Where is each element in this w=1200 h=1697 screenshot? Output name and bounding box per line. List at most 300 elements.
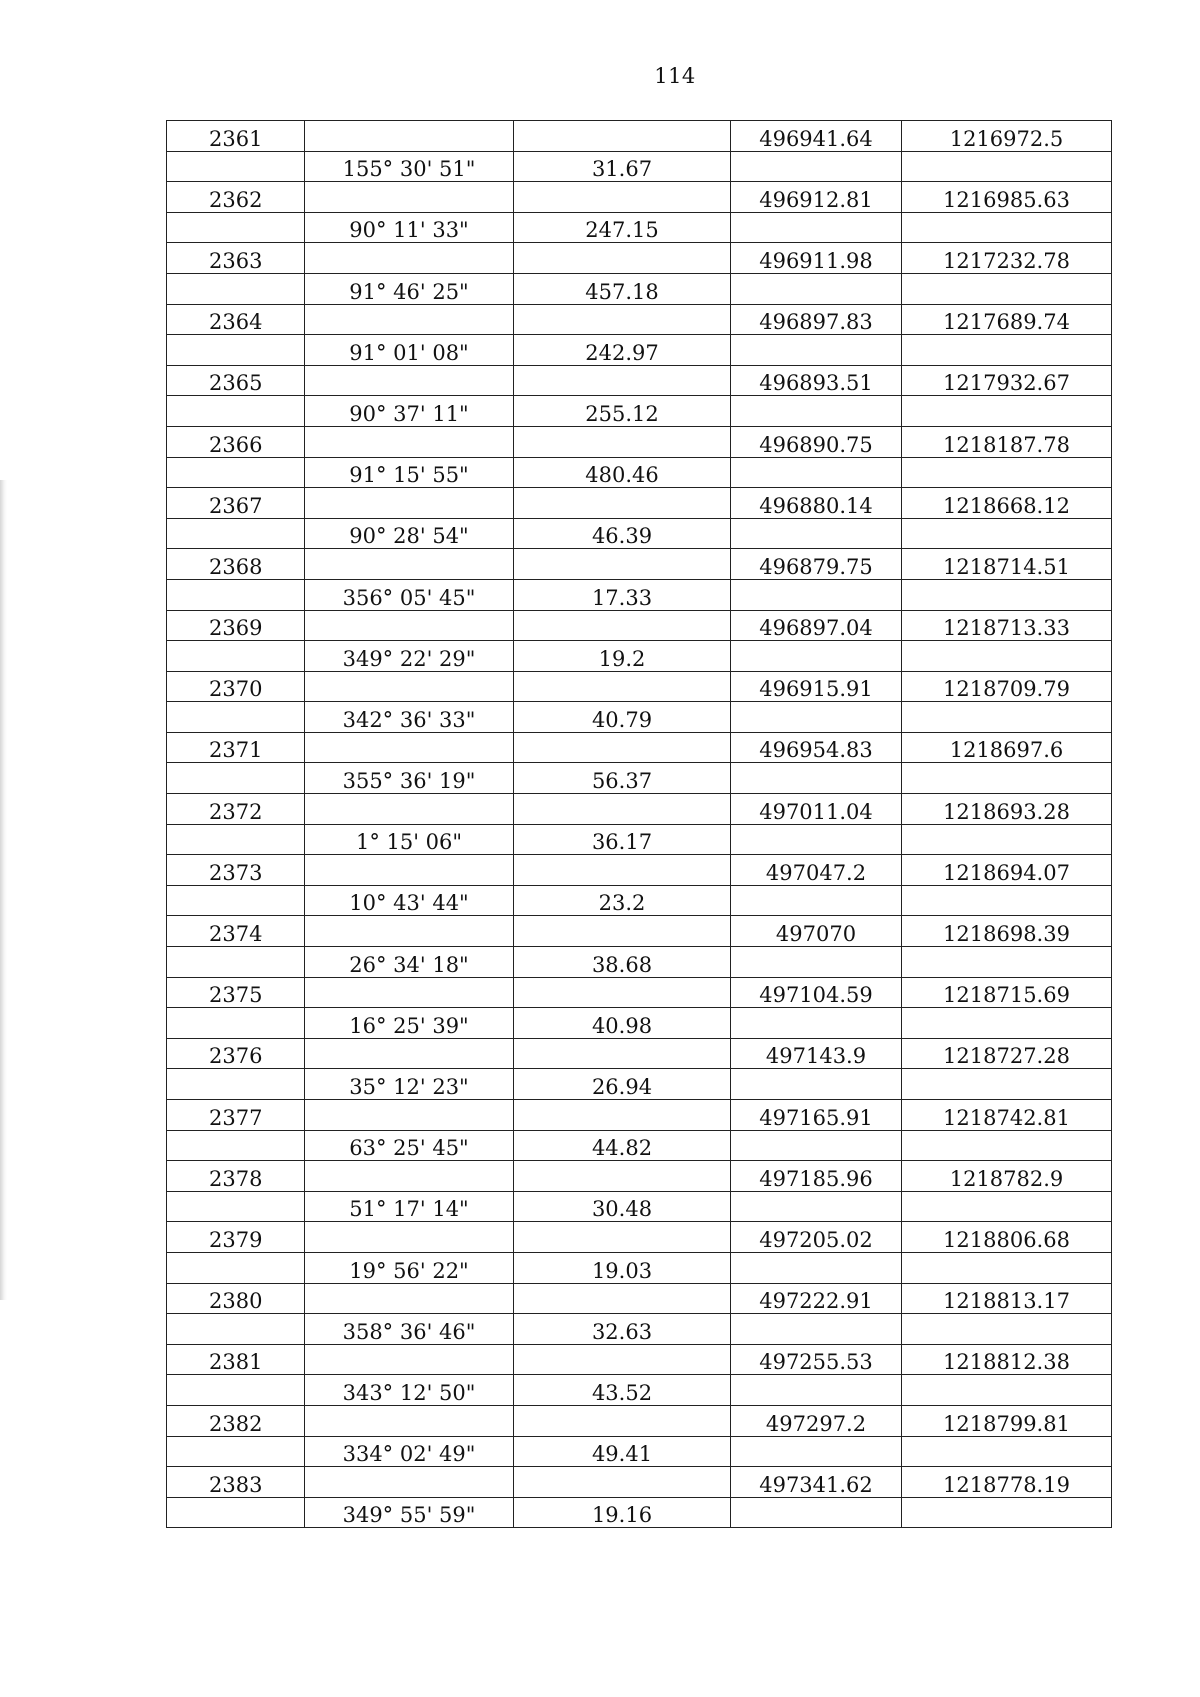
x-coordinate-text: 496897.04 bbox=[759, 616, 873, 641]
empty-cell bbox=[167, 885, 305, 916]
x-coordinate-text: 497205.02 bbox=[759, 1227, 873, 1252]
empty-cell bbox=[902, 151, 1112, 182]
x-coordinate-text: 497185.96 bbox=[759, 1166, 873, 1191]
x-coordinate-text: 496911.98 bbox=[759, 248, 873, 273]
point-row bbox=[167, 1405, 1112, 1436]
x-coordinate-cell bbox=[731, 1222, 902, 1253]
empty-cell bbox=[305, 977, 514, 1008]
empty-cell bbox=[514, 488, 731, 519]
x-coordinate-text: 497341.62 bbox=[759, 1472, 873, 1497]
distance-cell bbox=[514, 763, 731, 794]
empty-cell bbox=[902, 763, 1112, 794]
bearing-text: 90° 11' 33" bbox=[349, 218, 469, 243]
y-coordinate-text: 1218806.68 bbox=[943, 1227, 1070, 1252]
empty-cell bbox=[167, 702, 305, 733]
segment-row bbox=[167, 518, 1112, 549]
y-coordinate-text: 1218813.17 bbox=[943, 1289, 1070, 1314]
bearing-text: 16° 25' 39" bbox=[349, 1013, 469, 1038]
empty-cell bbox=[305, 1100, 514, 1131]
bearing-cell bbox=[305, 518, 514, 549]
empty-cell bbox=[167, 335, 305, 366]
bearing-cell bbox=[305, 1375, 514, 1406]
x-coordinate-cell bbox=[731, 304, 902, 335]
point-number-text: 2374 bbox=[209, 922, 263, 947]
distance-text: 23.2 bbox=[598, 891, 646, 916]
point-number-cell bbox=[167, 1283, 305, 1314]
empty-cell bbox=[305, 121, 514, 152]
empty-cell bbox=[514, 610, 731, 641]
bearing-cell bbox=[305, 273, 514, 304]
bearing-cell bbox=[305, 1069, 514, 1100]
y-coordinate-cell bbox=[902, 855, 1112, 886]
segment-row bbox=[167, 947, 1112, 978]
segment-row bbox=[167, 457, 1112, 488]
bearing-cell bbox=[305, 702, 514, 733]
x-coordinate-cell bbox=[731, 1467, 902, 1498]
bearing-cell bbox=[305, 579, 514, 610]
empty-cell bbox=[731, 579, 902, 610]
y-coordinate-cell bbox=[902, 426, 1112, 457]
bearing-text: 91° 15' 55" bbox=[349, 463, 469, 488]
empty-cell bbox=[167, 579, 305, 610]
y-coordinate-cell bbox=[902, 1344, 1112, 1375]
empty-cell bbox=[167, 1069, 305, 1100]
x-coordinate-text: 496941.64 bbox=[759, 126, 873, 151]
point-number-cell bbox=[167, 732, 305, 763]
empty-cell bbox=[514, 426, 731, 457]
empty-cell bbox=[305, 1467, 514, 1498]
point-row bbox=[167, 1038, 1112, 1069]
empty-cell bbox=[305, 610, 514, 641]
bearing-text: 342° 36' 33" bbox=[342, 707, 476, 732]
empty-cell bbox=[902, 885, 1112, 916]
x-coordinate-text: 496954.83 bbox=[759, 738, 873, 763]
segment-row bbox=[167, 702, 1112, 733]
y-coordinate-text: 1216972.5 bbox=[949, 126, 1064, 151]
point-number-text: 2382 bbox=[209, 1411, 263, 1436]
bearing-cell bbox=[305, 1008, 514, 1039]
y-coordinate-cell bbox=[902, 1405, 1112, 1436]
empty-cell bbox=[731, 824, 902, 855]
empty-cell bbox=[902, 641, 1112, 672]
y-coordinate-cell bbox=[902, 1283, 1112, 1314]
empty-cell bbox=[167, 763, 305, 794]
bearing-cell bbox=[305, 1436, 514, 1467]
segment-row bbox=[167, 273, 1112, 304]
point-number-text: 2366 bbox=[209, 432, 263, 457]
bearing-text: 334° 02' 49" bbox=[342, 1442, 476, 1467]
point-row bbox=[167, 304, 1112, 335]
empty-cell bbox=[902, 518, 1112, 549]
bearing-cell bbox=[305, 824, 514, 855]
distance-cell bbox=[514, 396, 731, 427]
empty-cell bbox=[167, 1252, 305, 1283]
table-body bbox=[167, 121, 1112, 1528]
empty-cell bbox=[731, 1130, 902, 1161]
point-number-text: 2369 bbox=[209, 616, 263, 641]
distance-cell bbox=[514, 1252, 731, 1283]
y-coordinate-cell bbox=[902, 916, 1112, 947]
y-coordinate-cell bbox=[902, 1161, 1112, 1192]
empty-cell bbox=[167, 1191, 305, 1222]
point-row bbox=[167, 182, 1112, 213]
distance-text: 44.82 bbox=[591, 1136, 653, 1161]
empty-cell bbox=[731, 1008, 902, 1039]
empty-cell bbox=[902, 947, 1112, 978]
y-coordinate-cell bbox=[902, 365, 1112, 396]
point-number-text: 2376 bbox=[209, 1044, 263, 1069]
empty-cell bbox=[514, 671, 731, 702]
distance-cell bbox=[514, 212, 731, 243]
y-coordinate-text: 1218778.19 bbox=[943, 1472, 1070, 1497]
empty-cell bbox=[167, 273, 305, 304]
point-number-cell bbox=[167, 610, 305, 641]
point-row bbox=[167, 916, 1112, 947]
distance-cell bbox=[514, 273, 731, 304]
y-coordinate-text: 1218727.28 bbox=[943, 1044, 1070, 1069]
y-coordinate-text: 1218693.28 bbox=[943, 799, 1070, 824]
y-coordinate-text: 1218742.81 bbox=[943, 1105, 1070, 1130]
distance-text: 30.48 bbox=[591, 1197, 653, 1222]
bearing-text: 356° 05' 45" bbox=[342, 585, 476, 610]
distance-text: 19.2 bbox=[598, 646, 646, 671]
y-coordinate-cell bbox=[902, 671, 1112, 702]
point-number-cell bbox=[167, 671, 305, 702]
empty-cell bbox=[305, 916, 514, 947]
empty-cell bbox=[731, 396, 902, 427]
point-row bbox=[167, 488, 1112, 519]
empty-cell bbox=[731, 1436, 902, 1467]
point-number-cell bbox=[167, 549, 305, 580]
x-coordinate-cell bbox=[731, 610, 902, 641]
empty-cell bbox=[305, 1038, 514, 1069]
y-coordinate-cell bbox=[902, 610, 1112, 641]
segment-row bbox=[167, 1314, 1112, 1345]
x-coordinate-cell bbox=[731, 977, 902, 1008]
empty-cell bbox=[305, 794, 514, 825]
bearing-text: 355° 36' 19" bbox=[342, 769, 476, 794]
distance-text: 31.67 bbox=[591, 157, 653, 182]
empty-cell bbox=[731, 273, 902, 304]
empty-cell bbox=[305, 1222, 514, 1253]
x-coordinate-cell bbox=[731, 732, 902, 763]
bearing-cell bbox=[305, 1497, 514, 1528]
segment-row bbox=[167, 824, 1112, 855]
point-row bbox=[167, 1161, 1112, 1192]
y-coordinate-text: 1218782.9 bbox=[949, 1166, 1064, 1191]
empty-cell bbox=[514, 855, 731, 886]
empty-cell bbox=[731, 1252, 902, 1283]
empty-cell bbox=[731, 335, 902, 366]
x-coordinate-text: 497104.59 bbox=[759, 983, 873, 1008]
y-coordinate-text: 1217689.74 bbox=[943, 310, 1070, 335]
point-number-cell bbox=[167, 794, 305, 825]
bearing-text: 343° 12' 50" bbox=[342, 1380, 476, 1405]
empty-cell bbox=[902, 702, 1112, 733]
point-number-cell bbox=[167, 1161, 305, 1192]
segment-row bbox=[167, 1436, 1112, 1467]
y-coordinate-cell bbox=[902, 794, 1112, 825]
distance-cell bbox=[514, 824, 731, 855]
distance-cell bbox=[514, 335, 731, 366]
point-row bbox=[167, 1283, 1112, 1314]
x-coordinate-cell bbox=[731, 182, 902, 213]
x-coordinate-cell bbox=[731, 916, 902, 947]
x-coordinate-text: 497297.2 bbox=[765, 1411, 867, 1436]
empty-cell bbox=[167, 518, 305, 549]
x-coordinate-text: 496893.51 bbox=[759, 371, 873, 396]
y-coordinate-text: 1218714.51 bbox=[943, 554, 1070, 579]
empty-cell bbox=[305, 1283, 514, 1314]
distance-cell bbox=[514, 1069, 731, 1100]
y-coordinate-cell bbox=[902, 1222, 1112, 1253]
y-coordinate-text: 1216985.63 bbox=[943, 187, 1070, 212]
distance-cell bbox=[514, 579, 731, 610]
y-coordinate-text: 1218799.81 bbox=[943, 1411, 1070, 1436]
y-coordinate-cell bbox=[902, 304, 1112, 335]
y-coordinate-text: 1218713.33 bbox=[943, 616, 1070, 641]
empty-cell bbox=[305, 855, 514, 886]
point-number-cell bbox=[167, 1405, 305, 1436]
point-number-cell bbox=[167, 1467, 305, 1498]
point-number-text: 2377 bbox=[209, 1105, 263, 1130]
bearing-text: 63° 25' 45" bbox=[349, 1136, 469, 1161]
empty-cell bbox=[167, 1314, 305, 1345]
point-number-cell bbox=[167, 1038, 305, 1069]
point-number-cell bbox=[167, 916, 305, 947]
distance-cell bbox=[514, 1436, 731, 1467]
distance-text: 17.33 bbox=[591, 585, 653, 610]
point-number-text: 2372 bbox=[209, 799, 263, 824]
bearing-cell bbox=[305, 641, 514, 672]
point-row bbox=[167, 121, 1112, 152]
empty-cell bbox=[514, 977, 731, 1008]
x-coordinate-cell bbox=[731, 426, 902, 457]
empty-cell bbox=[305, 1161, 514, 1192]
empty-cell bbox=[514, 1405, 731, 1436]
point-number-text: 2367 bbox=[209, 493, 263, 518]
point-number-cell bbox=[167, 365, 305, 396]
point-row bbox=[167, 1222, 1112, 1253]
empty-cell bbox=[731, 1069, 902, 1100]
point-number-text: 2383 bbox=[209, 1472, 263, 1497]
point-row bbox=[167, 549, 1112, 580]
point-number-text: 2379 bbox=[209, 1227, 263, 1252]
empty-cell bbox=[514, 304, 731, 335]
empty-cell bbox=[305, 732, 514, 763]
x-coordinate-cell bbox=[731, 1038, 902, 1069]
empty-cell bbox=[902, 335, 1112, 366]
x-coordinate-cell bbox=[731, 1100, 902, 1131]
empty-cell bbox=[514, 1283, 731, 1314]
empty-cell bbox=[514, 1467, 731, 1498]
x-coordinate-text: 496912.81 bbox=[759, 187, 873, 212]
empty-cell bbox=[514, 732, 731, 763]
point-number-text: 2380 bbox=[209, 1289, 263, 1314]
empty-cell bbox=[514, 182, 731, 213]
segment-row bbox=[167, 885, 1112, 916]
y-coordinate-cell bbox=[902, 732, 1112, 763]
x-coordinate-text: 497165.91 bbox=[759, 1105, 873, 1130]
x-coordinate-cell bbox=[731, 488, 902, 519]
bearing-text: 349° 22' 29" bbox=[342, 646, 476, 671]
x-coordinate-cell bbox=[731, 243, 902, 274]
point-row bbox=[167, 977, 1112, 1008]
point-number-cell bbox=[167, 304, 305, 335]
point-number-cell bbox=[167, 243, 305, 274]
distance-text: 255.12 bbox=[585, 401, 659, 426]
empty-cell bbox=[167, 947, 305, 978]
distance-text: 38.68 bbox=[591, 952, 653, 977]
bearing-text: 19° 56' 22" bbox=[349, 1258, 469, 1283]
empty-cell bbox=[514, 365, 731, 396]
empty-cell bbox=[167, 1436, 305, 1467]
distance-cell bbox=[514, 151, 731, 182]
point-number-cell bbox=[167, 1222, 305, 1253]
distance-text: 43.52 bbox=[591, 1380, 653, 1405]
x-coordinate-cell bbox=[731, 1405, 902, 1436]
x-coordinate-text: 497255.53 bbox=[759, 1350, 873, 1375]
empty-cell bbox=[731, 518, 902, 549]
point-row bbox=[167, 1344, 1112, 1375]
y-coordinate-cell bbox=[902, 977, 1112, 1008]
empty-cell bbox=[731, 1314, 902, 1345]
empty-cell bbox=[514, 1038, 731, 1069]
point-row bbox=[167, 855, 1112, 886]
empty-cell bbox=[902, 1252, 1112, 1283]
point-number-text: 2361 bbox=[209, 126, 263, 151]
distance-cell bbox=[514, 1375, 731, 1406]
scan-shadow bbox=[0, 480, 7, 1300]
empty-cell bbox=[305, 549, 514, 580]
y-coordinate-text: 1218715.69 bbox=[943, 983, 1070, 1008]
x-coordinate-text: 497143.9 bbox=[765, 1044, 867, 1069]
distance-cell bbox=[514, 457, 731, 488]
empty-cell bbox=[305, 426, 514, 457]
segment-row bbox=[167, 1191, 1112, 1222]
empty-cell bbox=[305, 365, 514, 396]
y-coordinate-text: 1218698.39 bbox=[943, 922, 1070, 947]
empty-cell bbox=[514, 1161, 731, 1192]
x-coordinate-cell bbox=[731, 794, 902, 825]
empty-cell bbox=[902, 457, 1112, 488]
empty-cell bbox=[514, 916, 731, 947]
empty-cell bbox=[902, 579, 1112, 610]
x-coordinate-text: 497047.2 bbox=[765, 860, 867, 885]
empty-cell bbox=[731, 151, 902, 182]
point-number-text: 2363 bbox=[209, 248, 263, 273]
bearing-text: 26° 34' 18" bbox=[349, 952, 469, 977]
empty-cell bbox=[902, 1008, 1112, 1039]
empty-cell bbox=[902, 273, 1112, 304]
x-coordinate-cell bbox=[731, 365, 902, 396]
empty-cell bbox=[305, 1405, 514, 1436]
x-coordinate-cell bbox=[731, 121, 902, 152]
bearing-text: 10° 43' 44" bbox=[349, 891, 469, 916]
point-row bbox=[167, 794, 1112, 825]
distance-cell bbox=[514, 1191, 731, 1222]
y-coordinate-cell bbox=[902, 121, 1112, 152]
segment-row bbox=[167, 1497, 1112, 1528]
segment-row bbox=[167, 579, 1112, 610]
empty-cell bbox=[514, 243, 731, 274]
distance-text: 242.97 bbox=[585, 340, 659, 365]
distance-text: 40.79 bbox=[591, 707, 653, 732]
y-coordinate-text: 1217932.67 bbox=[943, 371, 1070, 396]
point-number-text: 2368 bbox=[209, 554, 263, 579]
bearing-text: 35° 12' 23" bbox=[349, 1075, 469, 1099]
segment-row bbox=[167, 1069, 1112, 1100]
y-coordinate-cell bbox=[902, 182, 1112, 213]
distance-text: 49.41 bbox=[591, 1442, 653, 1467]
empty-cell bbox=[514, 794, 731, 825]
empty-cell bbox=[514, 1100, 731, 1131]
empty-cell bbox=[167, 1130, 305, 1161]
distance-text: 36.17 bbox=[591, 830, 653, 855]
distance-cell bbox=[514, 518, 731, 549]
point-row bbox=[167, 610, 1112, 641]
empty-cell bbox=[902, 212, 1112, 243]
bearing-cell bbox=[305, 1252, 514, 1283]
bearing-cell bbox=[305, 1314, 514, 1345]
empty-cell bbox=[514, 1344, 731, 1375]
bearing-text: 349° 55' 59" bbox=[342, 1503, 476, 1528]
segment-row bbox=[167, 641, 1112, 672]
empty-cell bbox=[167, 212, 305, 243]
x-coordinate-text: 497222.91 bbox=[759, 1289, 873, 1314]
empty-cell bbox=[731, 763, 902, 794]
distance-cell bbox=[514, 641, 731, 672]
point-number-text: 2381 bbox=[209, 1350, 263, 1375]
point-number-text: 2373 bbox=[209, 860, 263, 885]
distance-text: 480.46 bbox=[585, 463, 659, 488]
y-coordinate-cell bbox=[902, 1467, 1112, 1498]
empty-cell bbox=[305, 182, 514, 213]
distance-text: 32.63 bbox=[591, 1319, 653, 1344]
point-number-cell bbox=[167, 855, 305, 886]
y-coordinate-cell bbox=[902, 243, 1112, 274]
distance-text: 46.39 bbox=[591, 524, 653, 549]
bearing-text: 155° 30' 51" bbox=[342, 157, 476, 182]
point-number-text: 2378 bbox=[209, 1166, 263, 1191]
point-number-cell bbox=[167, 1344, 305, 1375]
bearing-cell bbox=[305, 396, 514, 427]
point-row bbox=[167, 732, 1112, 763]
point-number-cell bbox=[167, 426, 305, 457]
point-number-cell bbox=[167, 121, 305, 152]
empty-cell bbox=[731, 947, 902, 978]
distance-cell bbox=[514, 1497, 731, 1528]
y-coordinate-text: 1217232.78 bbox=[943, 248, 1070, 273]
bearing-text: 91° 46' 25" bbox=[349, 279, 469, 304]
bearing-cell bbox=[305, 335, 514, 366]
bearing-text: 51° 17' 14" bbox=[349, 1197, 469, 1222]
y-coordinate-cell bbox=[902, 488, 1112, 519]
distance-cell bbox=[514, 702, 731, 733]
empty-cell bbox=[902, 1069, 1112, 1100]
distance-text: 247.15 bbox=[585, 218, 659, 243]
point-number-text: 2371 bbox=[209, 738, 263, 763]
empty-cell bbox=[305, 243, 514, 274]
segment-row bbox=[167, 763, 1112, 794]
x-coordinate-text: 497070 bbox=[775, 922, 857, 947]
empty-cell bbox=[731, 457, 902, 488]
point-number-cell bbox=[167, 977, 305, 1008]
distance-text: 40.98 bbox=[591, 1013, 653, 1038]
y-coordinate-text: 1218668.12 bbox=[943, 493, 1070, 518]
bearing-cell bbox=[305, 457, 514, 488]
empty-cell bbox=[902, 1191, 1112, 1222]
